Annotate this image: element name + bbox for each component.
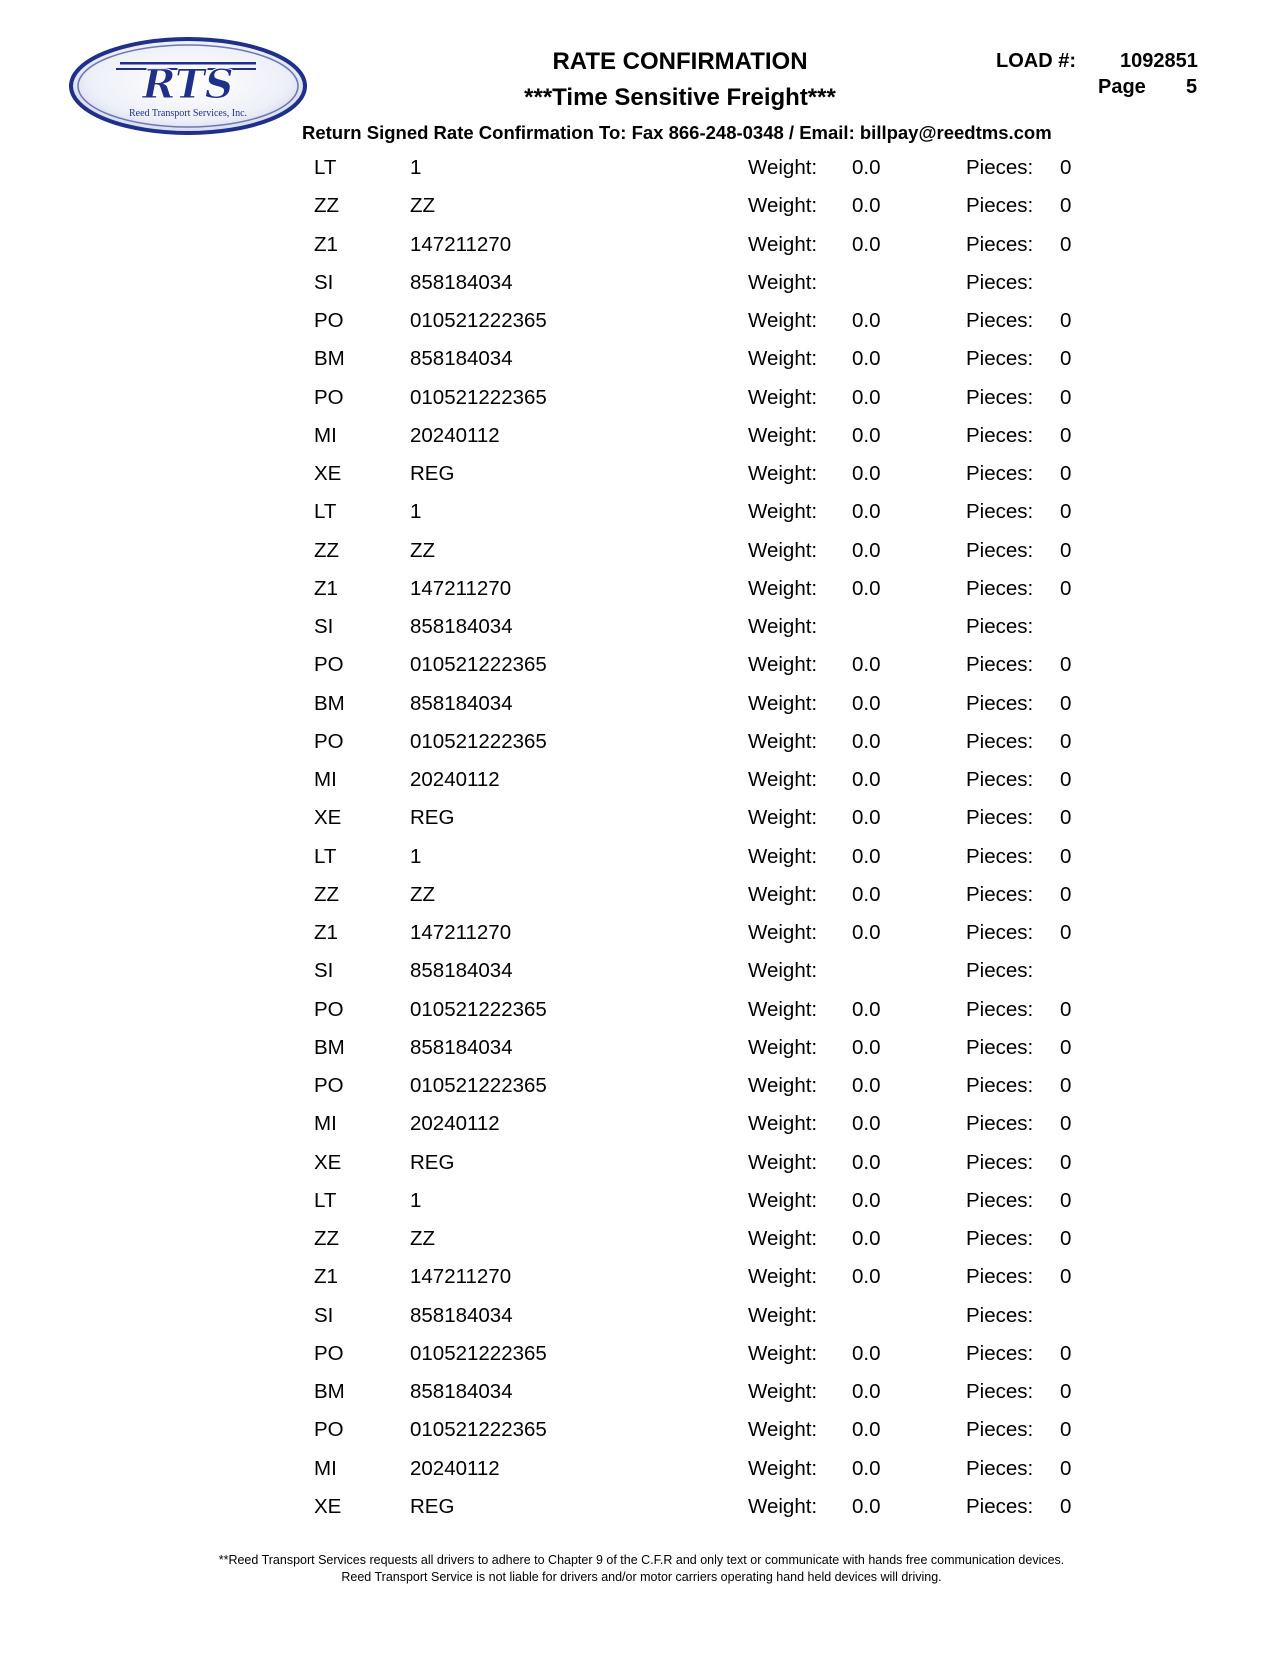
ref-code: MI [314,1456,337,1480]
pieces-value: 0 [1060,1035,1072,1059]
weight-label: Weight: [748,768,818,791]
weight-label: Weight: [748,1074,818,1097]
list-item [0,1189,1283,1227]
ref-code: PO [314,997,344,1021]
weight-label: Weight: [748,194,818,218]
pieces-value: 0 [1060,729,1072,753]
list-item [0,1342,1283,1380]
pieces-value: 0 [1060,462,1072,485]
ref-code: XE [314,1494,342,1518]
list-item [0,615,1283,653]
pieces-value: 0 [1060,1494,1072,1518]
list-item [0,424,1283,462]
ref-code: BM [314,1380,345,1403]
ref-value: 010521222365 [410,1341,547,1365]
logo-company: Reed Transport Services, Inc. [128,108,248,119]
weight-label: Weight: [748,691,818,715]
ref-code: PO [314,653,344,677]
weight-label: Weight: [748,844,818,868]
ref-code: BM [314,1035,345,1059]
weight-label: Weight: [748,1418,818,1442]
pieces-value: 0 [1060,194,1072,218]
ref-value: 010521222365 [410,729,547,753]
ref-code: LT [314,844,337,868]
weight-label: Weight: [748,500,818,524]
list-item [0,386,1283,424]
ref-value: 858184034 [410,615,513,638]
ref-value: REG [410,462,455,485]
pieces-label: Pieces: [966,1227,1034,1250]
ref-code: PO [314,385,344,409]
list-item [0,1265,1283,1303]
weight-label: Weight: [748,1494,818,1518]
pieces-value: 0 [1060,156,1072,179]
weight-value: 0.0 [852,1112,881,1136]
pieces-label: Pieces: [966,270,1034,294]
pieces-label: Pieces: [966,347,1034,371]
pieces-label: Pieces: [966,309,1034,332]
ref-code: XE [314,1150,342,1174]
pieces-label: Pieces: [966,1494,1034,1518]
ref-value: 1 [410,1188,422,1212]
page-number-value: 5 [1186,76,1198,98]
weight-label: Weight: [748,270,818,294]
pieces-value: 0 [1060,576,1072,600]
weight-label: Weight: [748,347,818,371]
pieces-label: Pieces: [966,1380,1034,1403]
list-item [0,1036,1283,1074]
page-subtitle: ***Time Sensitive Freight*** [524,84,836,111]
weight-value: 0.0 [852,309,881,332]
ref-code: MI [314,423,337,447]
list-item [0,806,1283,844]
weight-label: Weight: [748,423,818,447]
weight-value: 0.0 [852,882,881,906]
ref-value: 147211270 [410,232,512,256]
list-item [0,194,1283,232]
ref-code: PO [314,309,344,332]
pieces-label: Pieces: [966,806,1034,830]
ref-value: 858184034 [410,1380,513,1403]
list-item [0,1112,1283,1150]
weight-value: 0.0 [852,1380,881,1403]
ref-code: PO [314,1074,344,1097]
pieces-label: Pieces: [966,194,1034,218]
weight-value: 0.0 [852,844,881,868]
list-item [0,845,1283,883]
pieces-label: Pieces: [966,844,1034,868]
list-item [0,1380,1283,1418]
list-item [0,577,1283,615]
pieces-label: Pieces: [966,500,1034,524]
pieces-value: 0 [1060,538,1072,562]
pieces-label: Pieces: [966,768,1034,791]
weight-label: Weight: [748,1227,818,1250]
list-item [0,1227,1283,1265]
ref-code: XE [314,806,342,830]
weight-value: 0.0 [852,500,881,524]
ref-code: XE [314,462,342,485]
ref-code: SI [314,270,334,294]
ref-value: ZZ [410,194,436,218]
ref-code: Z1 [314,921,338,944]
weight-label: Weight: [748,653,818,677]
footer-line-1: **Reed Transport Services requests all drivers to adhere to Chapter 9 of the C.F.R and only text or communicate with hands free communication devices. [218,1553,1065,1567]
ref-code: Z1 [314,232,338,256]
ref-code: LT [314,1188,337,1212]
weight-label: Weight: [748,1303,818,1327]
ref-code: PO [314,1418,344,1442]
ref-code: MI [314,768,337,791]
ref-code: ZZ [314,1227,340,1250]
list-item [0,539,1283,577]
weight-value: 0.0 [852,1074,881,1097]
list-item [0,1074,1283,1112]
weight-label: Weight: [748,615,818,638]
ref-value: 147211270 [410,921,512,944]
list-item [0,1304,1283,1342]
list-item [0,998,1283,1036]
weight-value: 0.0 [852,156,881,179]
ref-value: 858184034 [410,959,513,983]
ref-value: REG [410,1150,455,1174]
list-item [0,233,1283,271]
ref-value: 010521222365 [410,309,547,332]
return-instructions: Return Signed Rate Confirmation To: Fax 866-248-0348 / Email: billpay@reedtms.com [302,122,1052,143]
pieces-label: Pieces: [966,385,1034,409]
weight-label: Weight: [748,462,818,485]
weight-label: Weight: [748,921,818,944]
list-item [0,347,1283,385]
weight-value: 0.0 [852,232,881,256]
pieces-label: Pieces: [966,1303,1034,1327]
list-item [0,462,1283,500]
pieces-value: 0 [1060,385,1072,409]
ref-code: ZZ [314,882,340,906]
ref-value: 010521222365 [410,1074,547,1097]
pieces-value: 0 [1060,1074,1072,1097]
list-item [0,768,1283,806]
pieces-value: 0 [1060,1456,1072,1480]
pieces-label: Pieces: [966,882,1034,906]
ref-value: 20240112 [410,423,500,447]
pieces-label: Pieces: [966,1418,1034,1442]
ref-code: Z1 [314,1265,338,1289]
weight-value: 0.0 [852,653,881,677]
ref-value: 858184034 [410,1303,513,1327]
list-item [0,921,1283,959]
ref-value: 010521222365 [410,997,547,1021]
pieces-value: 0 [1060,347,1072,371]
ref-value: 858184034 [410,347,513,371]
ref-code: PO [314,1341,344,1365]
ref-value: REG [410,806,455,830]
ref-code: LT [314,500,337,524]
pieces-label: Pieces: [966,1188,1034,1212]
pieces-value: 0 [1060,1265,1072,1289]
footer-disclaimer [0,1552,1283,1586]
pieces-label: Pieces: [966,691,1034,715]
pieces-label: Pieces: [966,959,1034,983]
pieces-value: 0 [1060,1341,1072,1365]
page-number-label: Page [1098,76,1146,98]
pieces-value: 0 [1060,844,1072,868]
pieces-value: 0 [1060,309,1072,332]
weight-label: Weight: [748,156,818,179]
weight-label: Weight: [748,309,818,332]
weight-value: 0.0 [852,194,881,218]
weight-value: 0.0 [852,1494,881,1518]
weight-label: Weight: [748,1456,818,1480]
weight-label: Weight: [748,576,818,600]
ref-value: 010521222365 [410,653,547,677]
weight-value: 0.0 [852,806,881,830]
weight-label: Weight: [748,1150,818,1174]
pieces-label: Pieces: [966,156,1034,179]
ref-value: 010521222365 [410,385,547,409]
ref-value: ZZ [410,882,436,906]
ref-code: ZZ [314,194,340,218]
pieces-value: 0 [1060,1150,1072,1174]
ref-value: 858184034 [410,1035,513,1059]
ref-value: REG [410,1494,455,1518]
page-title: RATE CONFIRMATION [552,48,808,75]
weight-label: Weight: [748,882,818,906]
pieces-label: Pieces: [966,423,1034,447]
weight-label: Weight: [748,1188,818,1212]
list-item [0,730,1283,768]
pieces-label: Pieces: [966,1150,1034,1174]
weight-label: Weight: [748,806,818,830]
weight-value: 0.0 [852,1265,881,1289]
ref-value: ZZ [410,538,436,562]
weight-value: 0.0 [852,538,881,562]
weight-label: Weight: [748,1265,818,1289]
ref-value: 147211270 [410,1265,512,1289]
pieces-value: 0 [1060,997,1072,1021]
list-item [0,309,1283,347]
pieces-value: 0 [1060,806,1072,830]
ref-value: 010521222365 [410,1418,547,1442]
weight-label: Weight: [748,729,818,753]
pieces-value: 0 [1060,423,1072,447]
weight-value: 0.0 [852,1456,881,1480]
pieces-value: 0 [1060,691,1072,715]
ref-code: SI [314,615,334,638]
pieces-label: Pieces: [966,1112,1034,1136]
pieces-label: Pieces: [966,1456,1034,1480]
pieces-label: Pieces: [966,1341,1034,1365]
weight-value: 0.0 [852,1035,881,1059]
weight-label: Weight: [748,997,818,1021]
pieces-label: Pieces: [966,1074,1034,1097]
list-item [0,692,1283,730]
weight-label: Weight: [748,959,818,983]
pieces-label: Pieces: [966,1035,1034,1059]
list-item [0,1495,1283,1533]
company-logo [68,36,308,136]
pieces-value: 0 [1060,1418,1072,1442]
weight-value: 0.0 [852,729,881,753]
list-item [0,1151,1283,1189]
weight-value: 0.0 [852,1418,881,1442]
pieces-value: 0 [1060,500,1072,524]
ref-value: 858184034 [410,270,513,294]
list-item [0,959,1283,997]
load-number-label: LOAD #: [996,50,1076,72]
ref-code: LT [314,156,337,179]
weight-value: 0.0 [852,462,881,485]
ref-code: ZZ [314,538,340,562]
weight-label: Weight: [748,1380,818,1403]
list-item [0,883,1283,921]
weight-value: 0.0 [852,1341,881,1365]
ref-code: Z1 [314,576,338,600]
pieces-label: Pieces: [966,1265,1034,1289]
pieces-label: Pieces: [966,997,1034,1021]
ref-code: SI [314,959,334,983]
pieces-value: 0 [1060,1380,1072,1403]
weight-value: 0.0 [852,997,881,1021]
list-item [0,156,1283,194]
weight-value: 0.0 [852,576,881,600]
ref-value: 147211270 [410,576,512,600]
pieces-label: Pieces: [966,653,1034,677]
ref-value: 20240112 [410,768,500,791]
pieces-value: 0 [1060,232,1072,256]
ref-value: 20240112 [410,1456,500,1480]
ref-code: SI [314,1303,334,1327]
list-item [0,653,1283,691]
footer-line-2: Reed Transport Service is not liable for drivers and/or motor carriers operating hand held devices will driving. [341,1570,942,1584]
pieces-value: 0 [1060,768,1072,791]
ref-value: ZZ [410,1227,436,1250]
logo-text: RTS [142,61,234,108]
pieces-label: Pieces: [966,538,1034,562]
weight-value: 0.0 [852,423,881,447]
ref-code: BM [314,347,345,371]
weight-value: 0.0 [852,768,881,791]
ref-code: PO [314,729,344,753]
list-item [0,271,1283,309]
ref-value: 1 [410,844,422,868]
weight-label: Weight: [748,1035,818,1059]
pieces-value: 0 [1060,653,1072,677]
weight-label: Weight: [748,1112,818,1136]
pieces-label: Pieces: [966,921,1034,944]
pieces-label: Pieces: [966,232,1034,256]
pieces-value: 0 [1060,1112,1072,1136]
ref-value: 1 [410,500,422,524]
list-item [0,500,1283,538]
pieces-value: 0 [1060,1188,1072,1212]
load-number-value: 1092851 [1120,50,1198,72]
weight-value: 0.0 [852,1150,881,1174]
weight-value: 0.0 [852,1188,881,1212]
pieces-label: Pieces: [966,729,1034,753]
reference-list [0,156,1283,1533]
pieces-value: 0 [1060,921,1072,944]
weight-label: Weight: [748,232,818,256]
list-item [0,1418,1283,1456]
weight-value: 0.0 [852,347,881,371]
weight-label: Weight: [748,385,818,409]
list-item [0,1457,1283,1495]
pieces-value: 0 [1060,1227,1072,1250]
weight-value: 0.0 [852,921,881,944]
weight-value: 0.0 [852,691,881,715]
pieces-label: Pieces: [966,576,1034,600]
weight-value: 0.0 [852,385,881,409]
pieces-value: 0 [1060,882,1072,906]
weight-label: Weight: [748,538,818,562]
ref-code: BM [314,691,345,715]
weight-label: Weight: [748,1341,818,1365]
pieces-label: Pieces: [966,462,1034,485]
weight-value: 0.0 [852,1227,881,1250]
ref-value: 1 [410,156,422,179]
ref-value: 20240112 [410,1112,500,1136]
pieces-label: Pieces: [966,615,1034,638]
ref-code: MI [314,1112,337,1136]
ref-value: 858184034 [410,691,513,715]
